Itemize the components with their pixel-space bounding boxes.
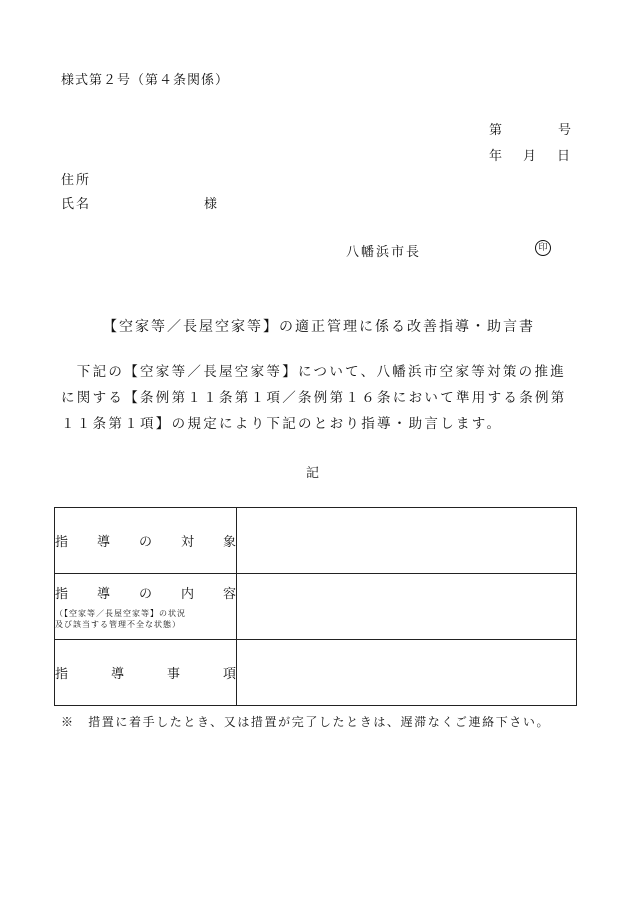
footnote: ※ 措置に着手したとき、又は措置が完了したときは、遅滞なくご連絡下さい。 xyxy=(61,715,551,729)
label-char: 象 xyxy=(222,535,236,550)
table-row xyxy=(55,640,577,706)
date-month: 月 xyxy=(523,149,537,164)
label-char: 導 xyxy=(96,587,110,602)
value-items[interactable] xyxy=(237,640,577,706)
value-target[interactable] xyxy=(237,508,577,574)
label-char: の xyxy=(138,587,152,602)
label-target xyxy=(55,508,237,574)
note-line-2: 及び該当する管理不全な状態） xyxy=(55,620,181,629)
label-char: の xyxy=(138,535,152,550)
label-char: 事 xyxy=(166,667,180,682)
body-line-2: に関する【条例第１１条第１項／条例第１６条において準用する条例第 xyxy=(61,390,567,406)
seal-mark: 印 xyxy=(535,240,551,256)
label-items xyxy=(55,640,237,706)
label-char: 内 xyxy=(180,587,194,602)
document-title: 【空家等／長屋空家等】の適正管理に係る改善指導・助言書 xyxy=(103,319,535,335)
ki-heading: 記 xyxy=(306,466,320,481)
date-year: 年 xyxy=(489,149,503,164)
label-content xyxy=(55,574,237,640)
issuer-title: 八幡浜市長 xyxy=(346,245,422,260)
label-char: 項 xyxy=(222,667,236,682)
address-label: 住所 xyxy=(61,173,92,188)
body-line-1: 下記の【空家等／長屋空家等】について、八幡浜市空家等対策の推進 xyxy=(61,364,567,380)
label-char: 導 xyxy=(96,535,110,550)
content-note xyxy=(55,608,236,630)
label-char: 導 xyxy=(110,667,124,682)
label-char: 対 xyxy=(180,535,194,550)
name-label: 氏名 xyxy=(61,197,92,212)
date-day: 日 xyxy=(557,149,571,164)
label-char: 指 xyxy=(55,535,69,550)
label-char: 容 xyxy=(222,587,236,602)
guidance-table xyxy=(54,507,577,706)
note-line-1: （【空家等／長屋空家等】の状況 xyxy=(55,609,186,618)
table-row xyxy=(55,508,577,574)
value-content[interactable] xyxy=(237,574,577,640)
body-paragraph xyxy=(61,359,576,437)
doc-number-prefix: 第 xyxy=(489,123,503,138)
label-char: 指 xyxy=(55,667,69,682)
body-line-3: １１条第１項】の規定により下記のとおり指導・助言します。 xyxy=(61,416,503,432)
doc-number-suffix: 号 xyxy=(557,123,571,138)
label-char: 指 xyxy=(55,587,69,602)
table-row xyxy=(55,574,577,640)
honorific: 様 xyxy=(204,197,218,212)
form-number: 様式第２号（第４条関係） xyxy=(61,73,230,88)
